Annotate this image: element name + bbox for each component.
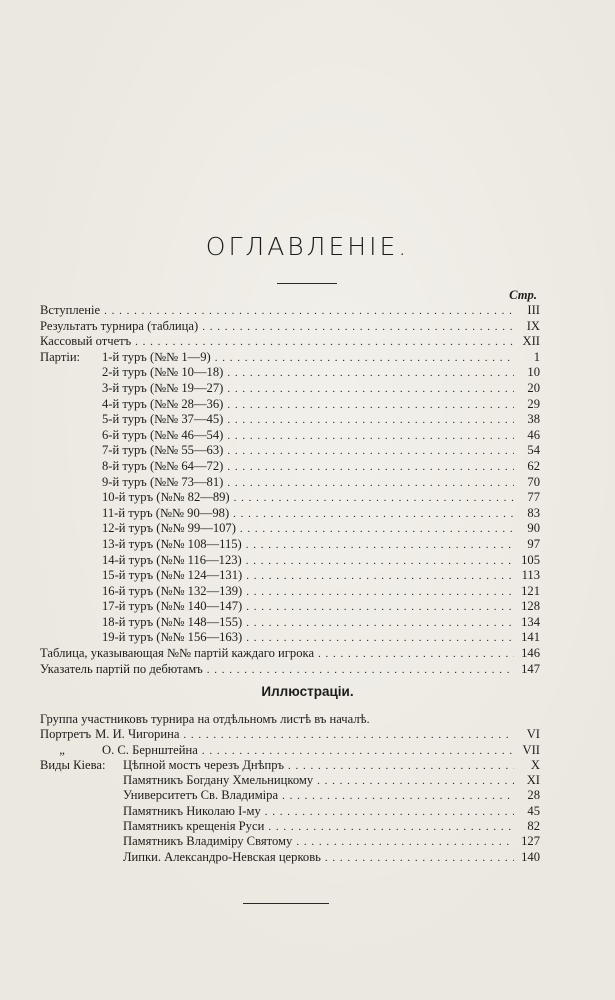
- toc-entry-label: 11-й туръ (№№ 90—98): [102, 505, 230, 520]
- toc-entry-page: 20: [527, 380, 540, 395]
- dot-leader: [227, 444, 514, 460]
- dot-leader: [246, 616, 514, 632]
- illustration-page: X: [530, 757, 540, 772]
- dot-leader: [246, 600, 514, 616]
- toc-entry-page: XII: [522, 334, 540, 349]
- illustration-page: 82: [527, 819, 540, 834]
- toc-entry-label: Вступленіе: [40, 303, 101, 317]
- toc-entry-round[interactable]: [40, 630, 540, 646]
- table-of-contents: [40, 288, 540, 677]
- toc-entry-label: 7-й туръ (№№ 55—63): [102, 443, 224, 458]
- dot-leader: [227, 366, 514, 382]
- illustration-page: 45: [527, 803, 540, 818]
- toc-entry-round[interactable]: [40, 428, 540, 444]
- toc-entry-player-table[interactable]: [40, 646, 540, 662]
- dot-leader: [246, 569, 514, 585]
- dot-leader: [246, 631, 514, 647]
- toc-entry-page: IX: [526, 318, 540, 333]
- toc-entry-round[interactable]: [40, 443, 540, 459]
- toc-entry-label: 1-й туръ (№№ 1—9): [102, 349, 211, 364]
- toc-entry-page: 77: [527, 490, 540, 505]
- toc-entry-page: 46: [527, 427, 540, 442]
- illustration-entry-group-photo[interactable]: [40, 712, 540, 727]
- toc-entry-label: 10-й туръ (№№ 82—89): [102, 490, 230, 505]
- toc-entry-round[interactable]: [40, 615, 540, 631]
- toc-entry-round[interactable]: [40, 599, 540, 615]
- toc-entry-page: 121: [521, 583, 540, 598]
- dot-leader: [104, 304, 514, 320]
- illustration-label: Липки. Александро-Невская церковь: [123, 849, 321, 864]
- illustration-label: Памятникъ Владиміру Святому: [123, 834, 293, 849]
- toc-entry-round[interactable]: [40, 568, 540, 584]
- illustration-label: Памятникъ Николаю I-му: [123, 803, 261, 818]
- toc-entry-round[interactable]: [40, 412, 540, 428]
- parties-label: Партіи:: [40, 349, 81, 364]
- illustration-page: 127: [521, 834, 540, 849]
- toc-entry-round[interactable]: [40, 537, 540, 553]
- toc-entry-label: 18-й туръ (№№ 148—155): [102, 614, 243, 629]
- toc-entry-page: 141: [521, 630, 540, 645]
- illustrations-list: [40, 712, 540, 865]
- toc-entry-label: 2-й туръ (№№ 10—18): [102, 365, 224, 380]
- toc-entry-round[interactable]: [40, 506, 540, 522]
- toc-entry-page: 128: [521, 599, 540, 614]
- dot-leader: [183, 728, 514, 743]
- toc-entry-label: 8-й туръ (№№ 64—72): [102, 458, 224, 473]
- dot-leader: [246, 585, 514, 601]
- toc-entry-page: 147: [521, 661, 540, 676]
- dot-leader: [227, 398, 514, 414]
- toc-entry-label: 15-й туръ (№№ 124—131): [102, 568, 243, 583]
- toc-entry-intro[interactable]: [40, 303, 540, 319]
- toc-entry-page: 105: [521, 552, 540, 567]
- dot-leader: [202, 744, 514, 759]
- illustration-entry-view[interactable]: [40, 758, 540, 773]
- toc-entry-page: 97: [527, 536, 540, 551]
- toc-entry-label: Кассовый отчетъ: [40, 334, 132, 349]
- illustration-page: VI: [526, 727, 540, 742]
- illustration-entry-portrait[interactable]: [40, 727, 540, 742]
- toc-entry-openings-index[interactable]: [40, 662, 540, 678]
- closing-rule: [243, 903, 329, 904]
- illustration-entry-view[interactable]: [40, 819, 540, 834]
- dot-leader: [288, 759, 514, 774]
- toc-entry-label: 9-й туръ (№№ 73—81): [102, 474, 224, 489]
- illustration-label: Группа участниковъ турнира на отдѣльномъ листѣ въ началѣ.: [40, 712, 370, 726]
- dot-leader: [215, 351, 514, 367]
- illustration-entry-view[interactable]: [40, 773, 540, 788]
- illustrations-heading: Иллюстраціи.: [261, 684, 354, 699]
- dot-leader: [265, 805, 514, 820]
- ditto-mark: „: [59, 742, 65, 757]
- dot-leader: [282, 789, 514, 804]
- dot-leader: [227, 413, 514, 429]
- illustration-entry-portrait[interactable]: [40, 743, 540, 758]
- toc-entry-round[interactable]: [40, 350, 540, 366]
- toc-entry-page: 83: [527, 505, 540, 520]
- toc-entry-page: 62: [527, 458, 540, 473]
- illustration-page: VII: [522, 742, 540, 757]
- toc-entry-label: Указатель партій по дебютамъ: [40, 661, 203, 676]
- illustration-label: О. С. Бернштейна: [102, 742, 198, 757]
- dot-leader: [246, 538, 514, 554]
- dot-leader: [233, 507, 514, 523]
- toc-entry-label: 17-й туръ (№№ 140—147): [102, 599, 243, 614]
- dot-leader: [234, 491, 514, 507]
- toc-entry-page: 38: [527, 412, 540, 427]
- toc-entry-page: 29: [527, 396, 540, 411]
- dot-leader: [325, 851, 514, 866]
- toc-entry-cash-report[interactable]: [40, 334, 540, 350]
- toc-entry-round[interactable]: [40, 521, 540, 537]
- illustration-label: Цѣпной мостъ черезъ Днѣпръ: [123, 757, 285, 772]
- toc-entry-label: 13-й туръ (№№ 108—115): [102, 536, 242, 551]
- toc-entry-label: 14-й туръ (№№ 116—123): [102, 552, 242, 567]
- illustration-label: Памятникъ крещенія Руси: [123, 819, 265, 834]
- illustration-label: М. И. Чигорина: [95, 727, 180, 742]
- toc-entry-label: 19-й туръ (№№ 156—163): [102, 630, 243, 645]
- dot-leader: [296, 835, 514, 850]
- toc-entry-results[interactable]: [40, 319, 540, 335]
- toc-entry-label: 12-й туръ (№№ 99—107): [102, 521, 236, 536]
- toc-entry-page: 90: [527, 521, 540, 536]
- views-label: Виды Кіева:: [40, 757, 106, 772]
- dot-leader: [227, 476, 514, 492]
- toc-entry-page: 54: [527, 443, 540, 458]
- illustration-entry-view[interactable]: [40, 834, 540, 849]
- toc-entry-page: 1: [533, 349, 540, 364]
- toc-entry-page: III: [527, 303, 540, 317]
- toc-entry-round[interactable]: [40, 584, 540, 600]
- toc-entry-round[interactable]: [40, 475, 540, 491]
- toc-entry-page: 10: [527, 365, 540, 380]
- toc-entry-page: 134: [521, 614, 540, 629]
- illustration-entry-view[interactable]: [40, 804, 540, 819]
- dot-leader: [135, 335, 514, 351]
- dot-leader: [246, 554, 514, 570]
- toc-entry-round[interactable]: [40, 381, 540, 397]
- dot-leader: [317, 774, 514, 789]
- dot-leader: [240, 522, 514, 538]
- toc-entry-label: 3-й туръ (№№ 19—27): [102, 380, 224, 395]
- dot-leader: [318, 647, 514, 663]
- dot-leader: [268, 820, 514, 835]
- illustration-page: 28: [527, 788, 540, 803]
- toc-entry-round[interactable]: [40, 553, 540, 569]
- toc-entry-round[interactable]: [40, 397, 540, 413]
- toc-entry-label: 4-й туръ (№№ 28—36): [102, 396, 224, 411]
- illustration-entry-view[interactable]: [40, 850, 540, 865]
- illustration-page: XI: [526, 773, 540, 788]
- illustration-label: Университетъ Св. Владиміра: [123, 788, 279, 803]
- toc-entry-label: 6-й туръ (№№ 46—54): [102, 427, 224, 442]
- toc-entry-round[interactable]: [40, 490, 540, 506]
- dot-leader: [227, 429, 514, 445]
- toc-entry-label: Таблица, указывающая №№ партій каждаго игрока: [40, 646, 315, 661]
- toc-entry-page: 113: [521, 568, 540, 583]
- toc-entry-page: 70: [527, 474, 540, 489]
- page-title: ОГЛАВЛЕНІЕ.: [205, 232, 410, 261]
- illustration-label: Памятникъ Богдану Хмельницкому: [123, 773, 314, 788]
- portrait-label: Портретъ: [40, 727, 92, 742]
- dot-leader: [202, 320, 514, 336]
- toc-entry-label: 5-й туръ (№№ 37—45): [102, 412, 224, 427]
- page-column-heading: Стр.: [509, 288, 537, 302]
- illustration-page: 140: [521, 849, 540, 864]
- toc-entry-page: 146: [521, 646, 540, 661]
- toc-entry-label: Результатъ турнира (таблица): [40, 318, 199, 333]
- dot-leader: [227, 460, 514, 476]
- dot-leader: [207, 663, 514, 679]
- dot-leader: [227, 382, 514, 398]
- title-rule: [277, 283, 337, 284]
- toc-entry-label: 16-й туръ (№№ 132—139): [102, 583, 243, 598]
- toc-entry-round[interactable]: [40, 365, 540, 381]
- illustration-entry-view[interactable]: [40, 788, 540, 803]
- toc-entry-round[interactable]: [40, 459, 540, 475]
